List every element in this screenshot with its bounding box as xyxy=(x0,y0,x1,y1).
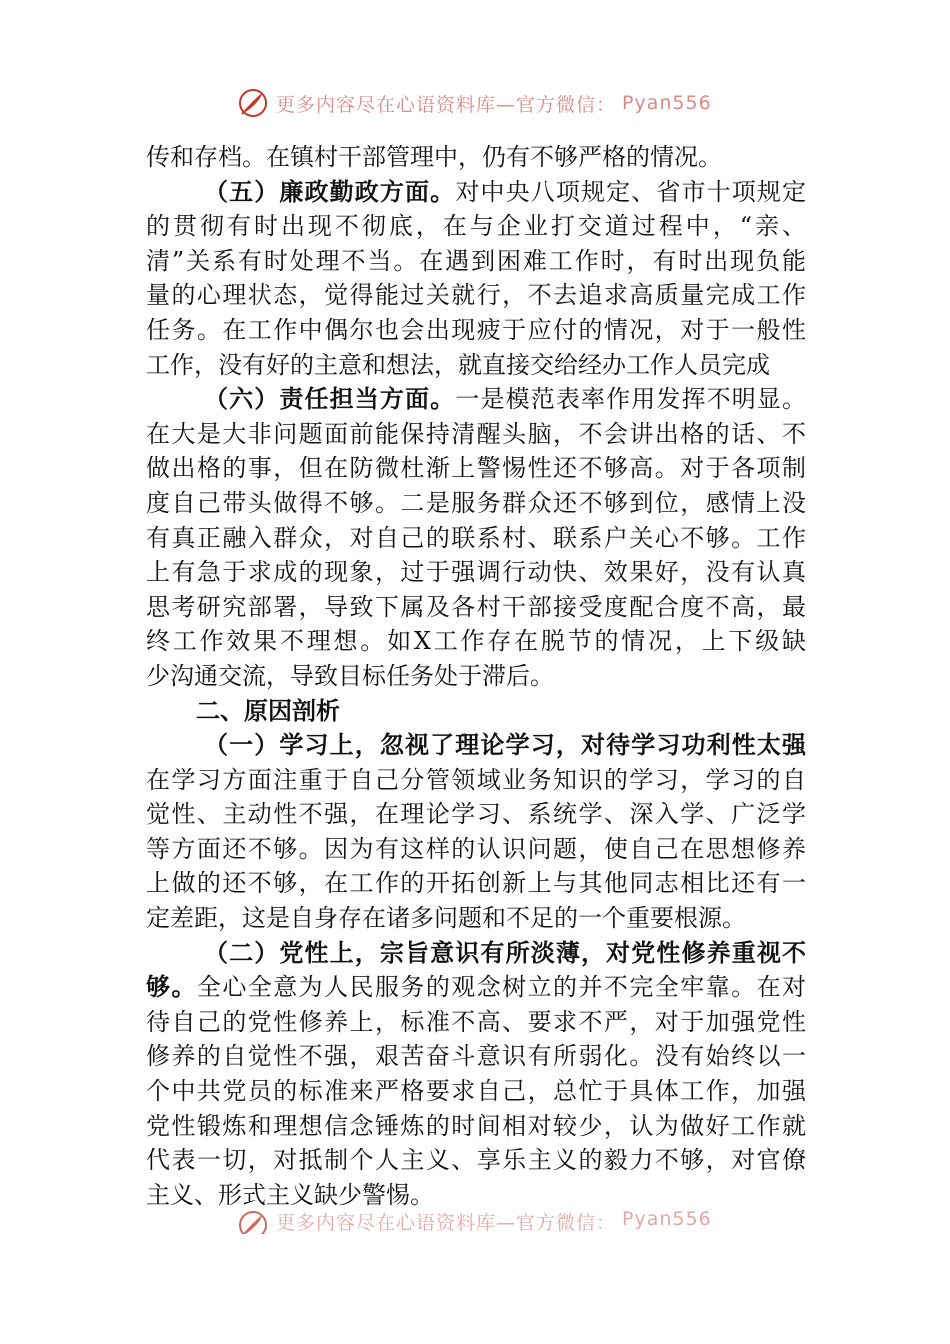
paragraph-responsibility xyxy=(146,382,806,693)
text-line: 量的心理状态，觉得能过关就行，不去追求高质量完成工作 xyxy=(146,281,806,310)
text-line: 做出格的事，但在防微杜渐上警惕性还不够高。对于各项制 xyxy=(146,454,806,483)
text-line: 个中共党员的标准来严格要求自己，总忙于具体工作，加强 xyxy=(146,1077,806,1106)
text-line xyxy=(146,175,806,210)
text-line: 任务。在工作中偶尔也会出现疲于应付的情况，对于一般性 xyxy=(146,315,806,344)
paragraph-lead: （六）责任担当方面。 xyxy=(204,385,456,414)
text-line: 定差距，这是自身存在诸多问题和不足的一个重要根源。 xyxy=(146,904,746,933)
text-line: 清”关系有时处理不当。在遇到困难工作时，有时出现负能 xyxy=(146,246,806,275)
section-heading: 二、原因剖析 xyxy=(196,696,340,725)
text-line: 待自己的党性修养上，标准不高、要求不严，对于加强党性 xyxy=(146,1007,806,1036)
text-line: 上有急于求成的现象，过于强调行动快、效果好，没有认真 xyxy=(146,558,806,587)
feather-logo-icon xyxy=(236,1208,270,1234)
watermark-account: Pyan556 xyxy=(622,1208,712,1230)
paragraph-lead: （五）廉政勤政方面。 xyxy=(204,177,456,206)
feather-logo-icon xyxy=(236,86,270,120)
watermark-text: 更多内容尽在心语资料库—官方微信： xyxy=(276,1212,617,1234)
watermark-text: 更多内容尽在心语资料库—官方微信： xyxy=(276,93,617,116)
paragraph-lead: （一）学习上，忽视了理论学习，对待学习功利性太强 xyxy=(204,731,806,760)
document-body xyxy=(146,140,806,1212)
paragraph-lead-cont: 够。 xyxy=(146,973,197,1002)
text-span: 对中央八项规定、省市十项规定 xyxy=(455,177,807,206)
text-line xyxy=(146,382,806,417)
text-line: 工作，没有好的主意和想法，就直接交给经办工作人员完成 xyxy=(146,350,770,379)
watermark-account: Pyan556 xyxy=(622,92,712,114)
watermark-footer xyxy=(236,1208,712,1234)
paragraph-lead: （二）党性上，宗旨意识有所淡薄，对党性修养重视不 xyxy=(204,938,806,967)
text-line: 党性锻炼和理想信念锤炼的时间相对较少，认为做好工作就 xyxy=(146,1111,806,1140)
text-line: 有真正融入群众，对自己的联系村、联系户关心不够。工作 xyxy=(146,523,806,552)
text-line: 思考研究部署，导致下属及各村干部接受度配合度不高，最 xyxy=(146,592,806,621)
text-line: 代表一切，对抵制个人主义、享乐主义的毅力不够，对官僚 xyxy=(146,1146,806,1175)
text-span: 全心全意为人民服务的观念树立的并不完全牢靠。在对 xyxy=(196,973,807,1002)
paragraph-party-spirit xyxy=(146,936,806,1213)
text-line: 等方面还不够。因为有这样的认识问题，使自己在思想修养 xyxy=(146,834,806,863)
text-line: 在大是大非问题面前能保持清醒头脑，不会讲出格的话、不 xyxy=(146,419,806,448)
text-line: 传和存档。在镇村干部管理中，仍有不够严格的情况。 xyxy=(146,143,722,171)
text-line: 度自己带头做得不够。二是服务群众还不够到位，感情上没 xyxy=(146,488,806,517)
text-line xyxy=(146,728,806,763)
text-line: 觉性、主动性不强，在理论学习、系统学、深入学、广泛学 xyxy=(146,800,806,829)
text-line: 少沟通交流，导致目标任务处于滞后。 xyxy=(146,661,554,690)
paragraph-study xyxy=(146,728,806,936)
text-line xyxy=(146,936,806,971)
text-line: 修养的自觉性不强，艰苦奋斗意识有所弱化。没有始终以一 xyxy=(146,1042,806,1071)
paragraph-integrity xyxy=(146,175,806,383)
text-line: 的贯彻有时出现不彻底，在与企业打交道过程中，“亲、 xyxy=(146,212,806,241)
text-line xyxy=(146,970,806,1005)
text-line: 主义、形式主义缺少警惕。 xyxy=(146,1180,434,1209)
text-line: 上做的还不够，在工作的开拓创新上与其他同志相比还有一 xyxy=(146,869,806,898)
paragraph-continued xyxy=(146,140,806,175)
text-span: 一是模范表率作用发挥不明显。 xyxy=(455,385,807,414)
text-line: 在学习方面注重于自己分管领域业务知识的学习，学习的自 xyxy=(146,765,806,794)
watermark-header xyxy=(236,86,712,120)
text-line: 终工作效果不理想。如X工作存在脱节的情况，上下级缺 xyxy=(146,627,806,656)
